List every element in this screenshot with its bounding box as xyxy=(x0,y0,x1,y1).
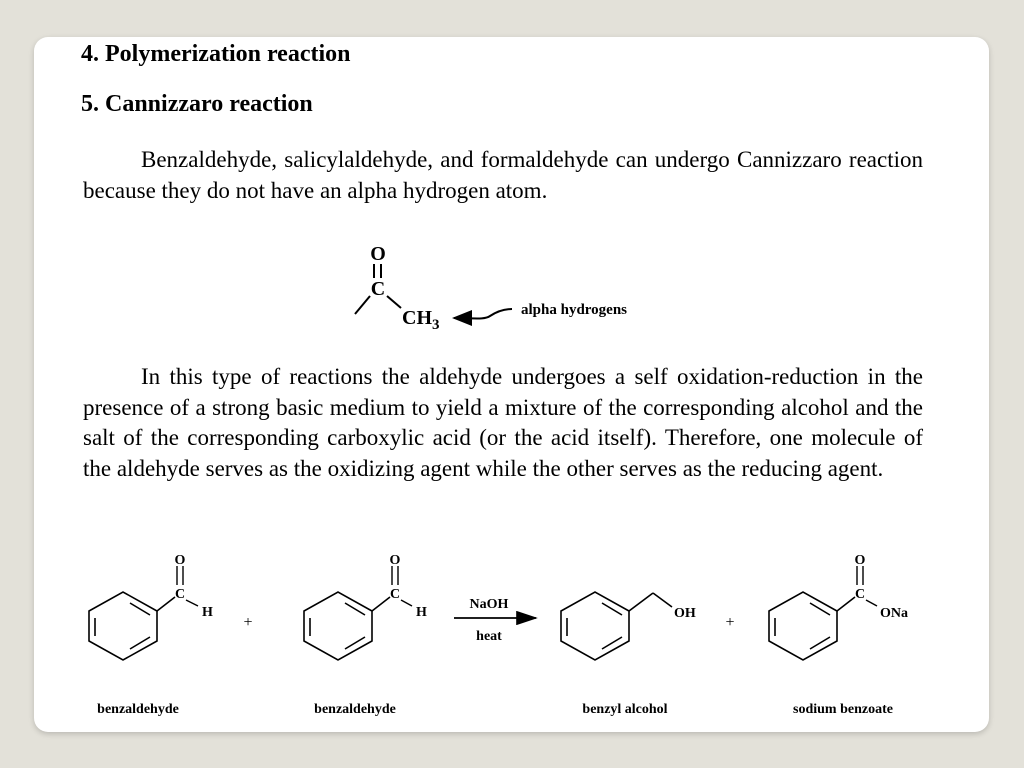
benzene-ring xyxy=(769,592,837,660)
hydroxyl-label: OH xyxy=(674,606,696,621)
bond-line xyxy=(401,600,412,606)
compound-name-benzaldehyde-2: benzaldehyde xyxy=(314,702,396,717)
bond-line xyxy=(157,597,175,611)
benzene-ring xyxy=(561,592,629,660)
sodium-benzoate-molecule xyxy=(769,553,908,660)
carbon-label: C xyxy=(854,587,866,602)
alpha-hydrogens-label: alpha hydrogens xyxy=(521,302,628,318)
slide xyxy=(34,37,989,732)
benzene-ring xyxy=(89,592,157,660)
carbonyl-oxygen-label: O xyxy=(370,243,386,265)
heading-cannizzaro: 5. Cannizzaro reaction xyxy=(81,91,313,117)
bond-line xyxy=(629,593,653,611)
sodium-oxide-label: ONa xyxy=(880,606,908,621)
hydrogen-label: H xyxy=(416,605,427,620)
oxygen-label: O xyxy=(174,553,186,568)
intro-paragraph: Benzaldehyde, salicylaldehyde, and formaldehyde can undergo Cannizzaro reaction because they do not have an alpha hydrogen atom. xyxy=(83,147,923,203)
bond-line xyxy=(837,597,855,611)
hydrogen-label: H xyxy=(202,605,213,620)
benzaldehyde-molecule-1 xyxy=(89,553,213,660)
bond-line xyxy=(186,600,198,606)
compound-name-benzaldehyde-1: benzaldehyde xyxy=(97,702,179,717)
compound-name-sodium-benzoate: sodium benzoate xyxy=(793,702,893,717)
methyl-label: $CH_3$ xyxy=(402,307,440,333)
bond-line xyxy=(653,593,672,607)
benzyl-alcohol-molecule xyxy=(561,592,696,660)
carbon-label: C xyxy=(174,587,186,602)
carbonyl-carbon-label: C xyxy=(370,278,386,300)
bond-line xyxy=(372,597,390,611)
carbon-label: C xyxy=(389,587,401,602)
compound-name-benzyl-alcohol: benzyl alcohol xyxy=(582,702,668,717)
heading-polymerization: 4. Polymerization reaction xyxy=(81,41,351,67)
oxygen-label: O xyxy=(389,553,401,568)
benzaldehyde-molecule-2 xyxy=(304,553,427,660)
cannizzaro-reaction-scheme xyxy=(34,37,989,732)
plus-sign: + xyxy=(725,614,735,631)
plus-sign: + xyxy=(243,614,253,631)
mechanism-paragraph: In this type of reactions the aldehyde undergoes a self oxidation-reduction in the presence of a strong basic medium to yield a mixture of the corresponding alcohol and the salt of the corresponding carboxylic acid (or the acid itself). Therefore, one molecule of the aldehyde serves as the oxidizing agent while the other serves as the reducing agent. xyxy=(83,364,923,481)
condition-label: heat xyxy=(476,629,502,644)
bond-line xyxy=(866,600,877,606)
oxygen-label: O xyxy=(854,553,866,568)
reagent-label: NaOH xyxy=(469,597,509,612)
benzene-ring xyxy=(304,592,372,660)
